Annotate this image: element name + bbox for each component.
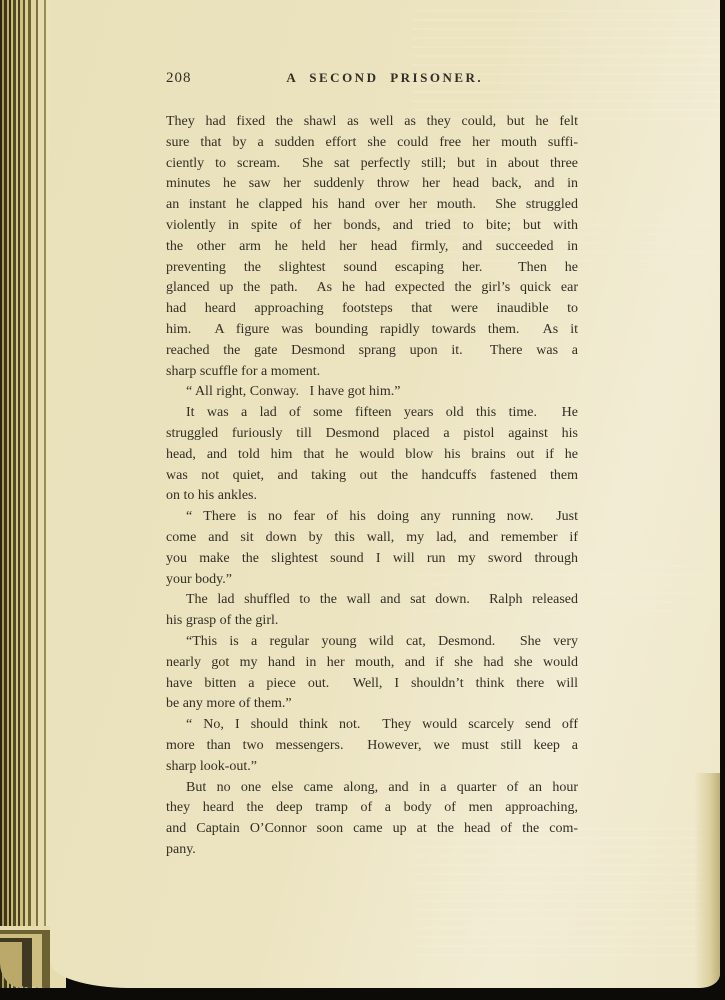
text-line: sure that by a sudden effort she could free her mouth suffi- — [166, 134, 578, 150]
paragraph — [166, 778, 578, 861]
page-edge-shading — [694, 773, 720, 988]
text-line: sharp scuffle for a moment. — [166, 363, 321, 379]
text-line: They had fixed the shawl as well as they could, but he felt — [166, 114, 578, 129]
text-line: come and sit down by this wall, my lad, and remember if — [166, 529, 578, 545]
text-line: your body.” — [166, 571, 232, 587]
text-line: “This is a regular young wild cat, Desmond. She very — [186, 633, 578, 649]
text-line: had heard approaching footsteps that were inaudible to — [166, 301, 578, 317]
paragraph — [166, 590, 578, 632]
paragraph — [166, 382, 578, 403]
text-line: ciently to scream. She sat perfectly still; but in about three — [166, 155, 578, 171]
text-line: It was a lad of some fifteen years old this time. He — [186, 405, 578, 421]
text-line: his grasp of the girl. — [166, 613, 279, 629]
text-line: they heard the deep tramp of a body of men approaching, — [166, 800, 578, 816]
text-line: an instant he clapped his hand over her mouth. She struggled — [166, 197, 578, 213]
text-line: nearly got my hand in her mouth, and if she had she would — [166, 654, 578, 670]
text-line: have bitten a piece out. Well, I shouldn’t think there will — [166, 675, 578, 691]
page-header — [166, 70, 578, 90]
running-title: A SECOND PRISONER. — [286, 70, 484, 85]
page-content — [166, 70, 578, 861]
text-line: “ There is no fear of his doing any running now. Just — [186, 509, 578, 525]
text-line: him. A figure was bounding rapidly towards them. As it — [166, 321, 578, 337]
paragraph — [166, 632, 578, 715]
text-line: be any more of them.” — [166, 696, 292, 712]
text-line: head, and told him that he would blow his brains out if he — [166, 446, 578, 462]
text-line: you make the slightest sound I will run my sword through — [166, 550, 578, 566]
text-line: more than two messengers. However, we must still keep a — [166, 737, 578, 753]
text-line: But no one else came along, and in a quarter of an hour — [186, 779, 578, 795]
text-line: violently in spite of her bonds, and tried to bite; but with — [166, 217, 578, 233]
text-line: and Captain O’Connor soon came up at the head of the com- — [166, 821, 578, 837]
text-line: on to his ankles. — [166, 488, 257, 504]
text-line: reached the gate Desmond sprang upon it. There was a — [166, 342, 578, 358]
text-line: preventing the slightest sound escaping her. Then he — [166, 259, 578, 275]
text-line: minutes he saw her suddenly throw her head back, and in — [166, 176, 578, 192]
text-line: pany. — [166, 841, 196, 857]
text-line: sharp look-out.” — [166, 758, 257, 774]
text-line: was not quiet, and taking out the handcuffs fastened them — [166, 467, 578, 483]
page-number: 208 — [166, 70, 192, 86]
text-line: struggled furiously till Desmond placed a pistol against his — [166, 425, 578, 441]
book-page — [50, 0, 720, 988]
text-line: “ No, I should think not. They would scarcely send off — [186, 717, 578, 733]
paragraph — [166, 507, 578, 590]
paragraph — [166, 403, 578, 507]
text-line: glanced up the path. As he had expected the girl’s quick ear — [166, 280, 578, 296]
text-line: “ All right, Conway. I have got him.” — [186, 384, 401, 400]
book-page-edges — [0, 0, 50, 988]
paragraph — [166, 715, 578, 777]
text-line: the other arm he held her head firmly, and succeeded in — [166, 238, 578, 254]
text-line: The lad shuffled to the wall and sat down. Ralph released — [186, 592, 578, 608]
paragraph — [166, 112, 578, 382]
